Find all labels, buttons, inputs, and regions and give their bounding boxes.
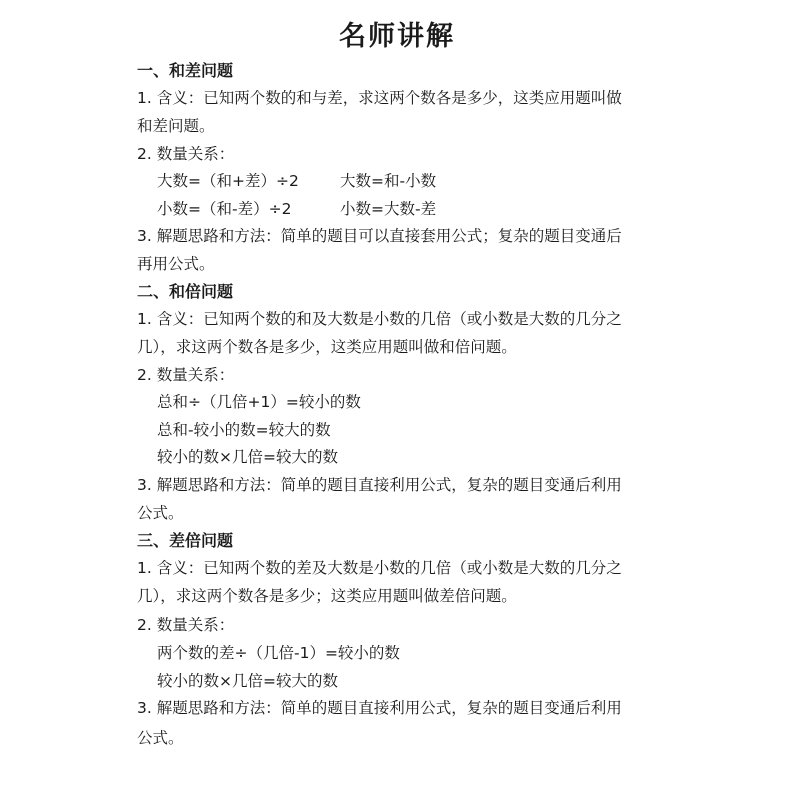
method-line: 再用公式。 [137, 255, 215, 273]
relation-heading: 2. 数量关系： [137, 145, 235, 163]
formula-line: 较小的数×几倍=较大的数 [157, 448, 338, 466]
formula-line: 大数=和-小数 [340, 172, 437, 190]
section-heading-sum-multiple: 二、和倍问题 [137, 282, 234, 301]
relation-heading: 2. 数量关系： [137, 366, 235, 384]
definition-line: 几），求这两个数各是多少；这类应用题叫做差倍问题。 [137, 587, 517, 605]
method-line: 3. 解题思路和方法：简单的题目直接利用公式，复杂的题目变通后利用 [137, 699, 622, 717]
formula-line: 总和÷（几倍+1）=较小的数 [157, 393, 361, 411]
definition-line: 1. 含义：已知两个数的差及大数是小数的几倍（或小数是大数的几分之 [137, 559, 622, 577]
formula-line: 小数=（和-差）÷2 [157, 200, 292, 218]
definition-line: 和差问题。 [137, 117, 215, 135]
definition-line: 几），求这两个数各是多少，这类应用题叫做和倍问题。 [137, 338, 517, 356]
formula-line: 较小的数×几倍=较大的数 [157, 672, 338, 690]
method-line: 公式。 [137, 729, 184, 747]
section-heading-difference-multiple: 三、差倍问题 [137, 531, 234, 550]
method-line: 3. 解题思路和方法：简单的题目可以直接套用公式；复杂的题目变通后 [137, 227, 622, 245]
formula-line: 两个数的差÷（几倍-1）=较小的数 [157, 644, 400, 662]
page-title: 名师讲解 [339, 21, 455, 52]
formula-line: 大数=（和+差）÷2 [157, 172, 299, 190]
definition-line: 1. 含义：已知两个数的和及大数是小数的几倍（或小数是大数的几分之 [137, 310, 622, 328]
formula-line: 总和-较小的数=较大的数 [157, 421, 331, 439]
method-line: 公式。 [137, 504, 184, 522]
method-line: 3. 解题思路和方法：简单的题目直接利用公式，复杂的题目变通后利用 [137, 476, 622, 494]
section-heading-sum-difference: 一、和差问题 [137, 61, 234, 80]
formula-line: 小数=大数-差 [340, 200, 437, 218]
relation-heading: 2. 数量关系： [137, 616, 235, 634]
definition-line: 1. 含义：已知两个数的和与差，求这两个数各是多少，这类应用题叫做 [137, 89, 622, 107]
